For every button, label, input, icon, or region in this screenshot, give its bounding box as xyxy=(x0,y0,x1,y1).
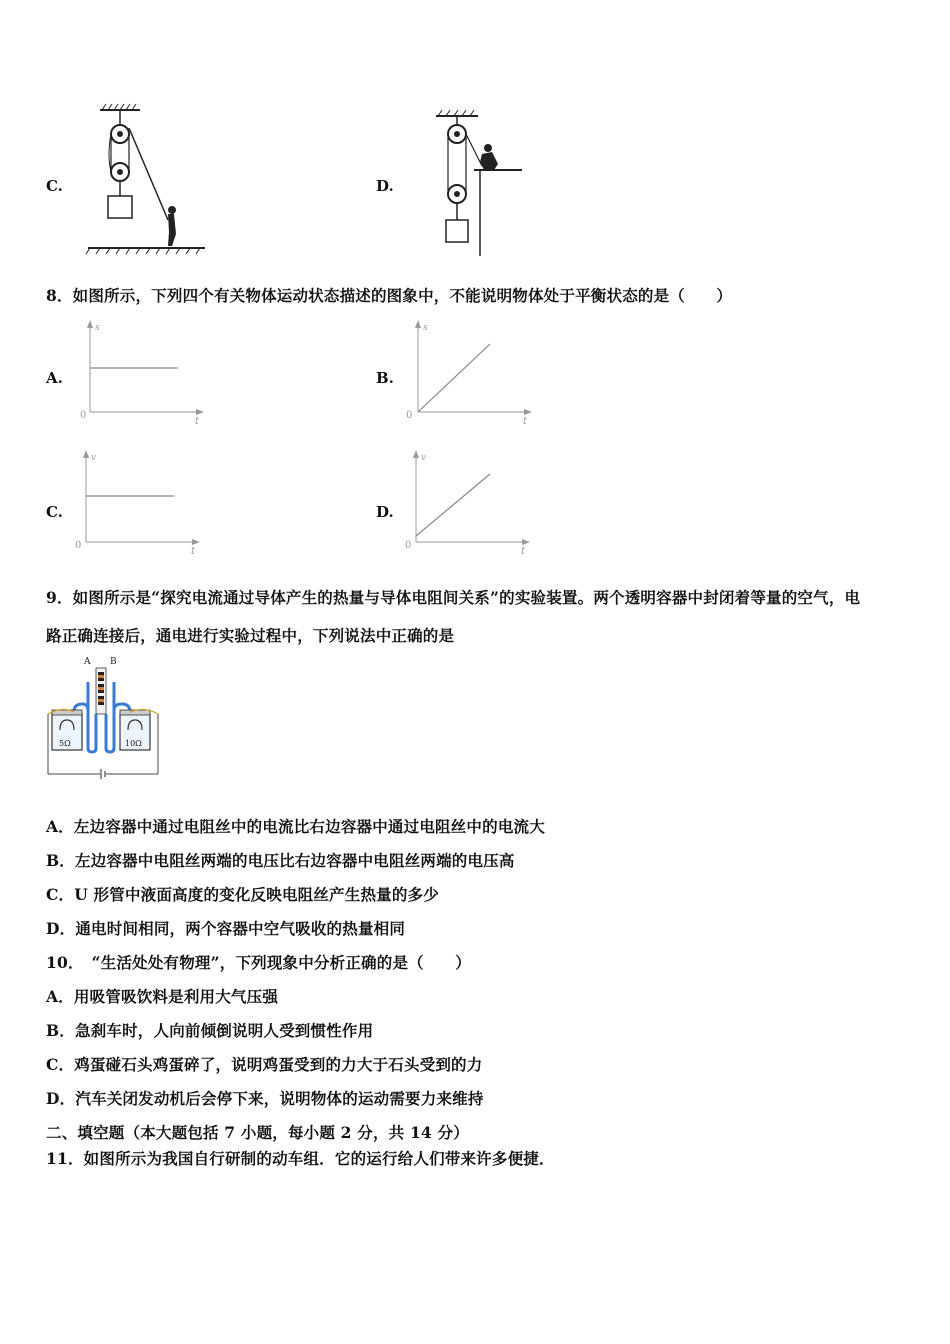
q7-option-d-label: D. xyxy=(376,177,394,195)
q8-graph-d-origin: 0 xyxy=(405,540,412,551)
q8-graph-b-x-label: t xyxy=(523,416,528,427)
q8-graph-d-line xyxy=(416,474,490,536)
q9-figure-label-a: A xyxy=(84,657,91,667)
q7-option-c-label: C. xyxy=(46,177,63,195)
q10-option-d: D．汽车关闭发动机后会停下来，说明物体的运动需要力来维持 xyxy=(46,1089,484,1108)
q7-pulley-figure-d xyxy=(428,108,528,260)
section-2-heading: 二、填空题（本大题包括 7 小题，每小题 2 分，共 14 分） xyxy=(46,1123,469,1142)
q7-pulley-figure-c xyxy=(80,100,210,260)
q8-graph-b-line xyxy=(418,344,490,412)
q8-stem: 8．如图所示，下列四个有关物体运动状态描述的图象中，不能说明物体处于平衡状态的是（ ） xyxy=(46,286,733,305)
q8-graph-a xyxy=(76,318,206,428)
q9-stem-line-2: 路正确连接后，通电进行实验过程中，下列说法中正确的是 xyxy=(46,626,455,645)
q8-graph-c xyxy=(72,448,202,558)
q8-graph-d-y-label: v xyxy=(421,453,427,463)
q8-graph-b-origin: 0 xyxy=(406,410,413,421)
q8-graph-d-x-label: t xyxy=(521,546,526,557)
q10-option-b: B．急刹车时，人向前倾倒说明人受到惯性作用 xyxy=(46,1021,374,1040)
q8-option-d-label: D. xyxy=(376,503,394,521)
q8-graph-d xyxy=(402,448,532,558)
q9-figure-resistor-right: 10Ω xyxy=(125,739,142,748)
q8-graph-b-y-label: s xyxy=(423,323,428,333)
q9-option-d: D．通电时间相同，两个容器中空气吸收的热量相同 xyxy=(46,919,406,938)
q8-graph-a-y-label: s xyxy=(95,323,100,333)
q9-option-c: C．U 形管中液面高度的变化反映电阻丝产生热量的多少 xyxy=(46,885,439,904)
q9-figure-label-b: B xyxy=(110,657,117,667)
q9-stem-line-1: 9．如图所示是“探究电流通过导体产生的热量与导体电阻间关系”的实验装置。两个透明容器中封闭着等量的空气，电 xyxy=(46,588,861,607)
q8-graph-c-origin: 0 xyxy=(75,540,82,551)
q8-option-b-label: B. xyxy=(376,369,394,387)
q8-option-a-label: A. xyxy=(46,369,63,387)
q9-figure-resistor-left: 5Ω xyxy=(59,739,71,748)
q8-option-c-label: C. xyxy=(46,503,63,521)
q9-option-a: A．左边容器中通过电阻丝中的电流比右边容器中通过电阻丝中的电流大 xyxy=(46,817,545,836)
q8-graph-a-origin: 0 xyxy=(80,410,87,421)
q8-graph-c-x-label: t xyxy=(191,546,196,557)
q8-graph-a-x-label: t xyxy=(195,416,200,427)
q8-graph-c-y-label: v xyxy=(91,453,97,463)
q10-option-c: C．鸡蛋碰石头鸡蛋碎了，说明鸡蛋受到的力大于石头受到的力 xyxy=(46,1055,483,1074)
q11-stem: 11．如图所示为我国自行研制的动车组．它的运行给人们带来许多便捷． xyxy=(46,1149,555,1168)
q9-option-b: B．左边容器中电阻丝两端的电压比右边容器中电阻丝两端的电压高 xyxy=(46,851,515,870)
q10-stem: 10． “生活处处有物理”，下列现象中分析正确的是（ ） xyxy=(46,953,471,972)
q8-graph-b xyxy=(404,318,534,428)
q9-experiment-figure xyxy=(44,652,164,780)
q10-option-a: A．用吸管吸饮料是利用大气压强 xyxy=(46,987,279,1006)
